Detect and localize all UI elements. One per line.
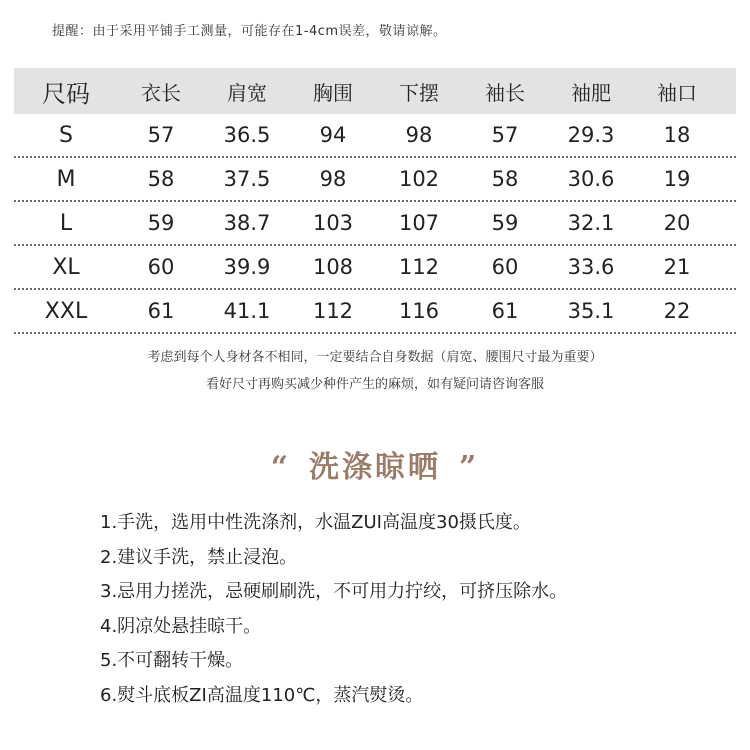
table-cell: 33.6 (567, 255, 615, 279)
table-cell: 57 (491, 123, 519, 147)
table-cell: 98 (405, 123, 433, 147)
table-cell: 107 (398, 211, 440, 235)
table-cell: 57 (147, 123, 175, 147)
header-cell-shoulder: 肩宽 (227, 80, 267, 105)
list-item: 2.建议手洗，禁止浸泡。 (100, 546, 298, 568)
table-cell: 103 (312, 211, 354, 235)
header-cell-size: 尺码 (42, 79, 90, 108)
list-item: 5.不可翻转干燥。 (100, 650, 244, 671)
size-cell: XL (52, 254, 80, 280)
table-cell: 39.9 (223, 255, 271, 279)
header-cell-cuff: 袖口 (657, 80, 697, 105)
header-cell-sleeve-width: 袖肥 (571, 80, 611, 105)
table-cell: 60 (491, 255, 519, 279)
table-cell: 98 (319, 167, 347, 191)
table-cell: 58 (147, 167, 175, 191)
table-row (14, 246, 736, 290)
size-cell: L (59, 210, 73, 236)
table-cell: 37.5 (223, 167, 271, 191)
table-cell: 21 (663, 255, 691, 279)
table-cell: 112 (398, 255, 440, 279)
care-instructions-list (100, 508, 567, 715)
table-cell: 19 (663, 167, 691, 191)
table-cell: 20 (663, 211, 691, 235)
list-item: 1.手洗，选用中性洗涤剂，水温ZUI高温度30摄氏度。 (100, 512, 531, 533)
size-cell: XXL (44, 298, 88, 324)
table-cell: 102 (398, 167, 440, 191)
table-cell: 60 (147, 255, 175, 279)
fit-tip: 考虑到每个人身材各不相同，一定要结合自身数据（肩宽、腰围尺寸最为重要） (147, 350, 603, 365)
header-cell-hem: 下摆 (399, 80, 439, 105)
table-cell: 61 (147, 299, 175, 323)
size-table (14, 68, 736, 334)
size-cell: M (56, 166, 76, 192)
table-cell: 94 (319, 123, 347, 147)
table-cell: 36.5 (223, 123, 271, 147)
list-item: 6.熨斗底板ZI高温度110℃，蒸汽熨烫。 (100, 684, 424, 706)
fit-tip: 看好尺寸再购买减少种件产生的麻烦，如有疑问请咨询客服 (205, 377, 544, 392)
header-cell-sleeve-length: 袖长 (485, 80, 525, 105)
table-cell: 108 (312, 255, 354, 279)
quote-close-mark: ” (459, 450, 480, 485)
table-row (14, 158, 736, 202)
table-cell: 18 (663, 123, 691, 147)
table-cell: 38.7 (223, 211, 271, 235)
table-cell: 112 (312, 299, 354, 323)
table-cell: 59 (147, 211, 175, 235)
list-item: 4.阴凉处悬挂晾干。 (100, 615, 262, 637)
table-cell: 116 (398, 299, 440, 323)
table-cell: 32.1 (567, 211, 615, 235)
table-cell: 58 (491, 167, 519, 191)
table-cell: 30.6 (567, 167, 615, 191)
size-table-header (14, 68, 736, 114)
table-row (14, 202, 736, 246)
table-cell: 61 (491, 299, 519, 323)
table-cell: 41.1 (223, 299, 271, 323)
table-cell: 35.1 (567, 299, 615, 323)
table-cell: 59 (491, 211, 519, 235)
table-row (14, 290, 736, 334)
table-cell: 22 (663, 299, 691, 323)
header-cell-length: 衣长 (141, 80, 181, 105)
size-cell: S (59, 122, 73, 148)
list-item: 3.忌用力搓洗，忌硬刷刷洗，不可用力拧绞，可挤压除水。 (100, 581, 568, 602)
table-row (14, 114, 736, 158)
header-cell-chest: 胸围 (313, 80, 353, 105)
table-cell: 29.3 (567, 123, 615, 147)
wash-section-title (0, 442, 750, 486)
measurement-notice: 提醒：由于采用平铺手工测量，可能存在1-4cm误差，敬请谅解。 (52, 24, 447, 39)
quote-open-mark: “ (270, 450, 291, 485)
wash-title-text: 洗涤晾晒 (309, 450, 441, 485)
